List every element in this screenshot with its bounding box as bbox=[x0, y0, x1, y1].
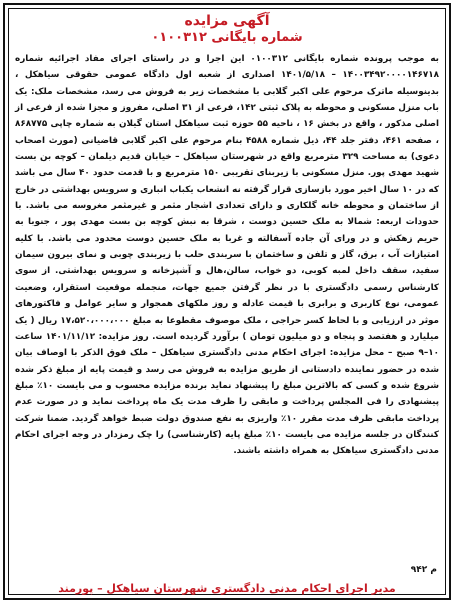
notice-body: به موجب پرونده شماره بایگانی ۰۱۰۰۳۱۲ این اجرا و در راستای اجرای مفاد اجرائیه شماره ۱۴۰۰۳۴۹۲۰۰۰۰۱۴۶۷۱۸ – ۱۴۰۱/۵/۱۸ اصداری از شعبه اول دادگاه عمومی حقوقی سیاهکل ، بدینوسیله ماترک مرحوم علی اکبر گلابی با مشخصات زیر به فروش می رسد، مشخصات ملک: یک باب منزل مسکونی و محوطه به پلاک ثبتی ۱۴۲، فرعی از ۳۱ اصلی، مفروز و مجزا شده از فرعی از اصلی مذکور ، واقع در بخش ۱۶ ، ناحیه ۵۵ حوزه ثبت سیاهکل استان گیلان به شماره چاپی ۸۶۸۷۷۵ ، صفحه ۴۶۱، دفتر جلد ۴۴، ذیل شماره ۴۵۸۸ بنام مرحوم علی اکبر گلابی قاضیانی (مورث اصحاب دعوی) به مساحت ۳۲۹ مترمربع واقع در شهرستان سیاهکل – خیابان قدیم دیلمان – کوچه بن بست شهید مهدی پور. منزل مسکونی با زیربنای تقریبی ۱۵۰ مترمربع و با قدمت حدود ۴۰ سال می باشد که در ۱۰ سال اخیر مورد بازسازی قرار گرفته نه انشعاب یکباب انباری و سرویس بهداشتی در خارج از ساختمان و محوطه خانه گلکاری و دارای تعدادی اشجار مثمر و غیرمثمر مغروسه می باشد. با حدودات اربعه: شمالا به ملک حسین دوست ، شرقا به نبش کوچه بن بست مهدی پور ، جنوبا به حریم زهکش و در ورای آن جاده آسفالته و غربا به ملک حسین دوست محدود می باشد. با کلیه امتیازات آب ، برق، گاز و تلفن و ساختمان با سربندی حلب با زیربندی چوبی و نمای بیرون سیمان سفید، سقف داخل لمبه کوبی، دو خواب، سالن،هال و آشپزخانه و سرویس بهداشتی. از سوی کارشناس رسمی دادگستری با در نظر گرفتن جمیع جهات، منجمله موقعیت استقرار، وضعیت عمومی، نوع کاربری و برابری با قیمت عادله و روز ملکهای همجوار و سایر عوامل و فاکتورهای موثر در ارزیابی و با لحاظ کسر حراجی ، ملک موصوف مقطوعا به مبلغ ۱۷،۵۲۰،۰۰۰،۰۰۰ ریال ( یک میلیارد و هفتصد و پنجاه و دو میلیون تومان ) برآورد گردیده است. روز مزایده: ۱۴۰۱/۱۱/۱۲ ساعت ۱۰–۹ صبح – محل مزایده: اجرای احکام مدنی دادگستری سیاهکل – ملک فوق الذکر با اوصاف بیان شده در حضور نماینده دادستانی از طریق مزایده به فروش می رسد و قیمت پایه از مبلغ ذکر شده شروع شده و کسی که بالاترین مبلغ را پیشنهاد نماید برنده مزایده محسوب و می بایست ۱۰٪ مبلغ پیشنهادی را فی المجلس پرداخت و مابقی را ظرف مدت یک ماه پرداخت نماید و در صورت عدم پرداخت مابقی ظرف مدت مقرر ۱۰٪ واریزی به نفع صندوق دولت ضبط خواهد گردید. ضمنا شرکت کنندگان در جلسه مزایده می بایست ۱۰٪ مبلغ پایه (کارشناسی) را چک رمزدار در وجه اجرای احکام مدنی دادگستری سیاهکل به همراه داشته باشند. bbox=[14, 54, 440, 457]
notice-frame bbox=[3, 3, 451, 600]
archive-number: شماره بایگانی ۰۱۰۰۳۱۲ bbox=[151, 30, 303, 45]
notice-inner-border bbox=[8, 8, 446, 595]
signature-line: مدیر اجرای احکام مدنی دادگستری شهرستان سیاهکل – پورمند bbox=[58, 582, 396, 595]
reference-code: م ۹۴۲ bbox=[410, 565, 437, 575]
notice-title: آگهی مزایده bbox=[184, 13, 270, 29]
notice-header bbox=[9, 13, 445, 46]
